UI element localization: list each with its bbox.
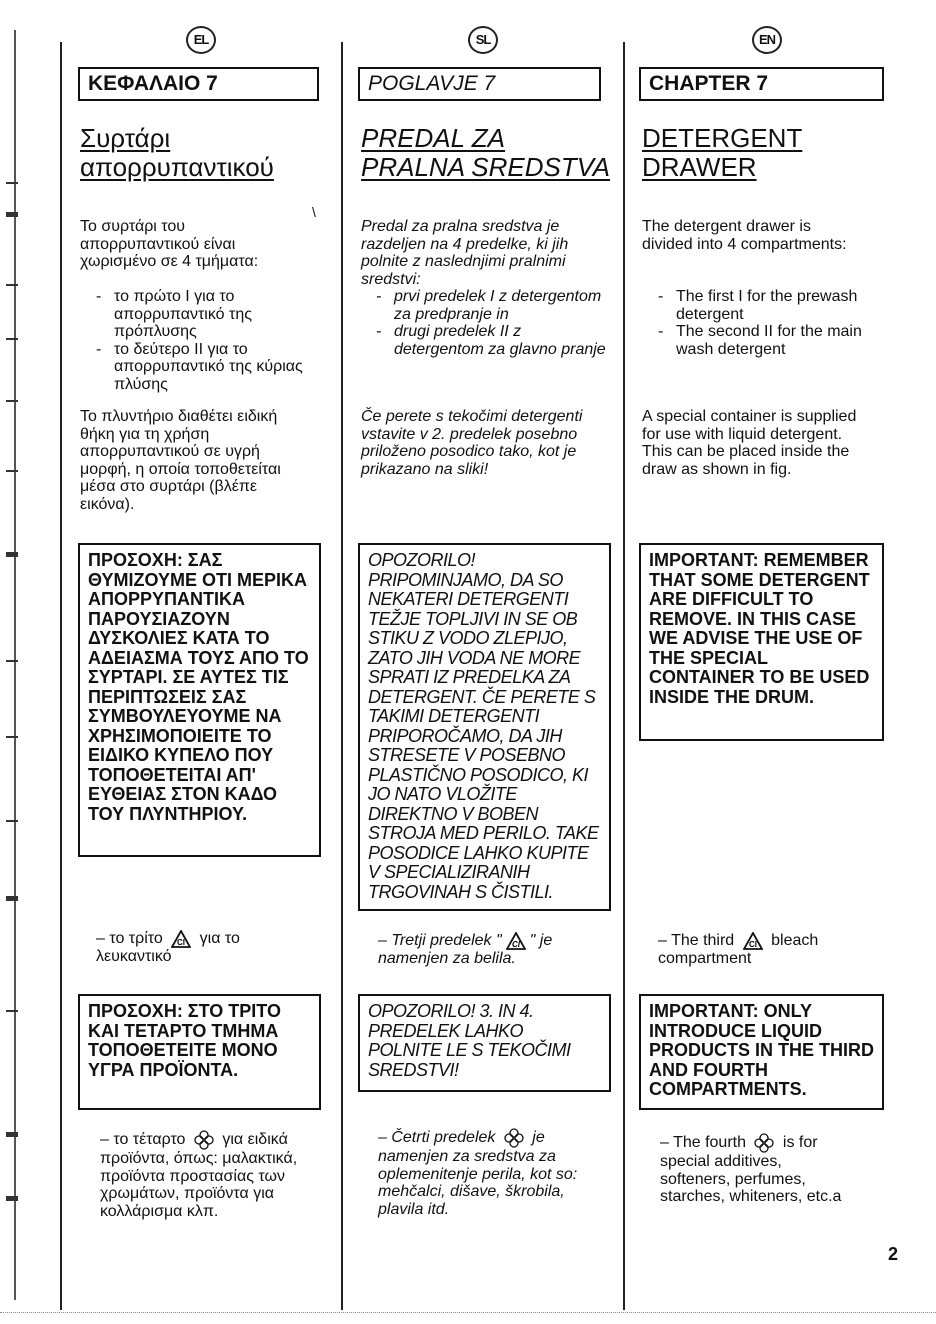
liquid-only-warning-en: IMPORTANT: ONLY INTRODUCE LIQUID PRODUCTS IN THE THIRD AND FOURTH COMPARTMENTS. [639,994,884,1110]
svg-text:Cl: Cl [177,938,186,947]
binder-tick [6,660,18,662]
list-item: - drugi predelek II z detergentom za glavno pranje [376,323,606,358]
liquid-only-warning-el: ΠΡΟΣΟΧΗ: ΣΤΟ ΤΡΙΤΟ ΚΑΙ ΤΕΤΑΡΤΟ ΤΜΗΜΑ ΤΟΠΟΘΕΤΕΙΤΕ ΜΟΝΟ ΥΓΡΑ ΠΡΟΪΟΝΤΑ. [78,994,321,1110]
svg-text:Cl: Cl [748,940,757,949]
liquid-container-text-en: A special container is supplied for use with liquid detergent. This can be placed inside the draw as shown in fig. [642,408,857,478]
binder-tick [6,896,18,901]
binder-tick [6,284,18,286]
list-item: - The first I for the prewash detergent [658,288,898,323]
bleach-triangle-icon [171,930,191,948]
fourth-compartment-sl: – Četrti predelek je namenjen za sredstva za oplemenitenje perila, kot so: mehčalci, dišave, škrobila, plavila itd. [378,1129,578,1218]
intro-text-sl: Predal za pralna sredstva je razdeljen na 4 predelke, ki jih polnite z naslednjimi pralnimi sredstvi: [361,218,569,288]
binder-edge [14,30,16,1300]
bleach-triangle-icon [743,932,763,950]
column-divider [60,42,62,1310]
liquid-container-text-sl: Če perete s tekočimi detergenti vstavite v 2. predelek posebno priloženo posodico tako, kot je prikazano na sliki! [361,408,583,478]
chapter-label-en: CHAPTER 7 [639,67,884,101]
list-item: - το πρώτο I για το απορρυπαντικό της πρόπλυσης [96,288,328,341]
compartment-list-en [658,288,898,358]
svg-text:Cl: Cl [511,940,520,949]
third-compartment-en: – The third Cl bleach compartment [658,932,819,967]
stray-mark: \ [312,204,316,220]
list-item: - The second II for the main wash detergent [658,323,898,358]
binder-tick [6,820,18,822]
binder-tick [6,400,18,402]
column-divider [341,42,343,1310]
flower-additive-icon [504,1128,524,1148]
chapter-label-sl: POGLAVJE 7 [358,67,601,101]
binder-tick [6,182,18,184]
column-divider [623,42,625,1310]
list-item: - prvi predelek I z detergentom za predpranje in [376,288,606,323]
binder-tick [6,1010,18,1012]
binder-tick [6,470,18,472]
warning-box-sl: OPOZORILO! PRIPOMINJAMO, DA SO NEKATERI DETERGENTI TEŽJE TOPLJIVI IN SE OB STIKU Z VODO ZLEPIJO, ZATO JIH VODA NE MORE SPRATI IZ PREDELKA ZA DETERGENT. ČE PERETE S TAKIMI DETERGENTI PRIPOROČAMO, DA JIH STRESETE V POSEBNO PLASTIČNO POSODICO, KI JO NATO VLOŽITE DIREKTNO V BOBEN STROJA MED PERILO. TAKE POSODICE LAHKO KUPITE V SPECIALIZIRANIH TRGOVINAH S ČISTILI. [358,543,611,911]
language-badge-en: EN [752,26,782,54]
fourth-compartment-en: – The fourth is for special additives, softeners, perfumes, starches, whiteners, etc.a [660,1134,842,1205]
compartment-list-sl [376,288,606,358]
liquid-container-text-el: Το πλυντήριο διαθέτει ειδική θήκη για τη χρήση απορρυπαντικού σε υγρή μορφή, η οποία τοποθετείται μέσα στο συρτάρι (βλέπε εικόνα). [80,408,281,513]
language-badge-el: EL [186,26,216,54]
fourth-compartment-el: – το τέταρτο για ειδικά προϊόντα, όπως: μαλακτικά, προϊόντα προστασίας των χρωμάτων, προϊόντα για κολλάρισμα κλπ. [100,1131,298,1220]
section-title-en: DETERGENT DRAWER [642,123,803,182]
bleach-triangle-icon [506,932,526,950]
compartment-list-el [96,288,328,393]
binder-tick [6,338,18,340]
third-compartment-sl: – Tretji predelek " Cl " je namenjen za belila. [378,932,553,967]
binder-tick [6,736,18,738]
intro-text-el: Το συρτάρι του απορρυπαντικού είναι χωρισμένο σε 4 τμήματα: [80,218,259,270]
flower-additive-icon [754,1133,774,1153]
chapter-label-el: ΚΕΦΑΛΑΙΟ 7 [78,67,319,101]
warning-box-en: IMPORTANT: REMEMBER THAT SOME DETERGENT ARE DIFFICULT TO REMOVE. IN THIS CASE WE ADVISE THE USE OF THE SPECIAL CONTAINER TO BE USED INSIDE THE DRUM. [639,543,884,741]
liquid-only-warning-sl: OPOZORILO! 3. IN 4. PREDELEK LAHKO POLNITE LE S TEKOČIMI SREDSTVI! [358,994,611,1092]
binder-tick [6,552,18,557]
bottom-rule [0,1312,936,1313]
warning-box-el: ΠΡΟΣΟΧΗ: ΣΑΣ ΘΥΜΙΖΟΥΜΕ ΟΤΙ ΜΕΡΙΚΑ ΑΠΟΡΡΥΠΑΝΤΙΚΑ ΠΑΡΟΥΣΙΑΖΟΥΝ ΔΥΣΚΟΛΙΕΣ ΚΑΤΑ ΤΟ ΑΔΕΙΑΣΜΑ ΤΟΥΣ ΑΠΟ ΤΟ ΣΥΡΤΑΡΙ. ΣΕ ΑΥΤΕΣ ΤΙΣ ΠΕΡΙΠΤΩΣΕΙΣ ΣΑΣ ΣΥΜΒΟΥΛΕΥΟΥΜΕ ΝΑ ΧΡΗΣΙΜΟΠΟΙΕΙΤΕ ΤΟ ΕΙΔΙΚΟ ΚΥΠΕΛΟ ΠΟΥ ΤΟΠΟΘΕΤΕΙΤΑΙ ΑΠ' ΕΥΘΕΙΑΣ ΣΤΟΝ ΚΑΔΟ ΤΟΥ ΠΛΥΝΤΗΡΙΟΥ. [78,543,321,857]
list-item: - το δεύτερο II για το απορρυπαντικό της κύριας πλύσης [96,341,328,394]
binder-tick [6,1132,18,1137]
section-title-sl: PREDAL ZA PRALNA SREDSTVA [361,123,611,182]
page-number: 2 [888,1244,899,1264]
third-compartment-el: – το τρίτο Cl για το λευκαντικό [96,930,240,965]
intro-text-en: The detergent drawer is divided into 4 compartments: [642,218,847,253]
binder-tick [6,212,18,217]
language-badge-sl: SL [468,26,498,54]
binder-tick [6,1196,18,1201]
section-title-el: Συρτάρι απορρυπαντικού [80,123,274,182]
flower-additive-icon [194,1130,214,1150]
